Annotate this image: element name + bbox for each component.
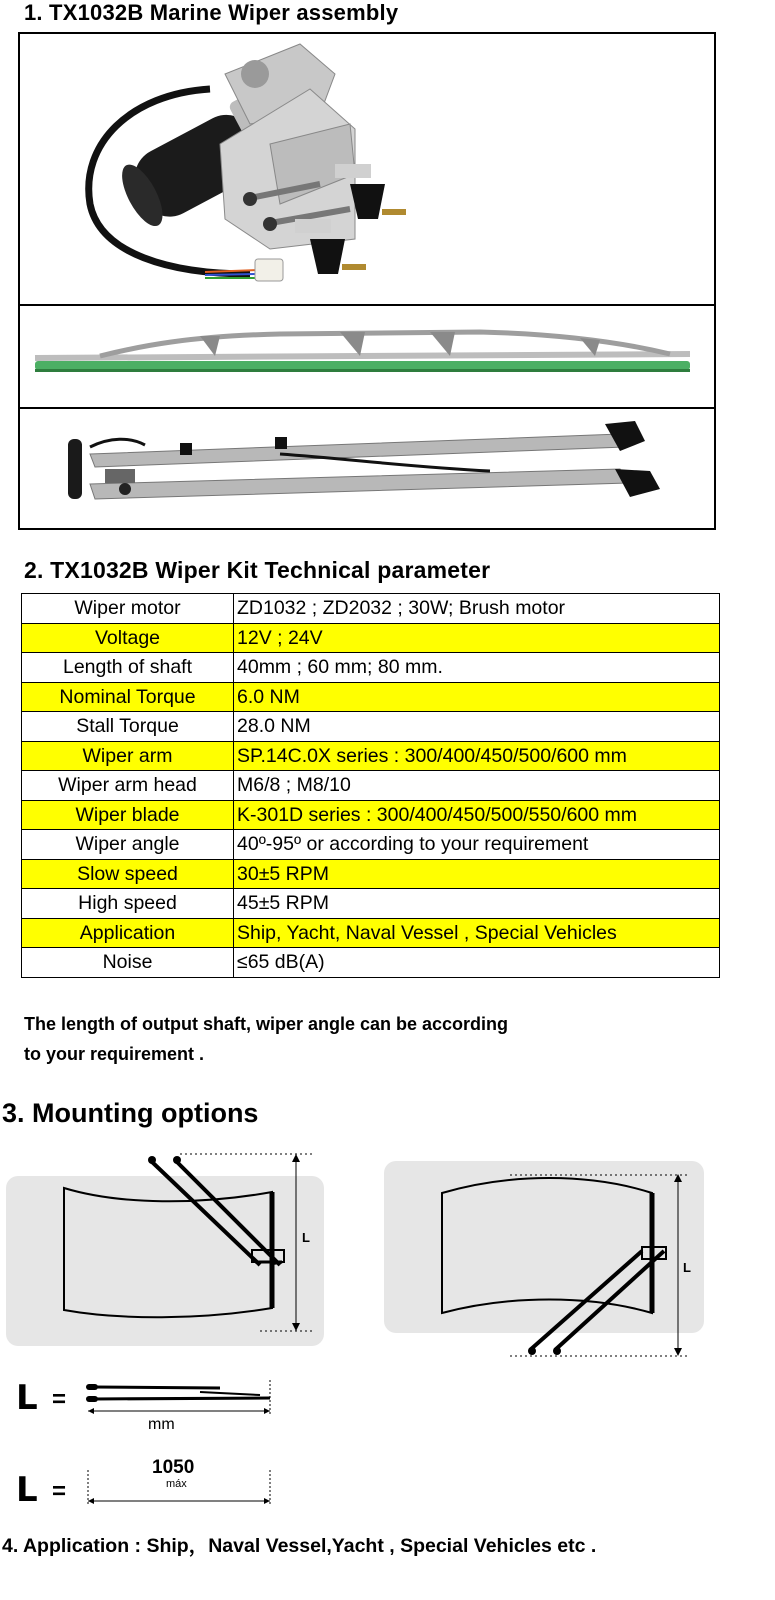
wiper-arm-length-icon bbox=[80, 1378, 280, 1418]
param-value: ≤65 dB(A) bbox=[234, 948, 720, 978]
section2-title: 2. TX1032B Wiper Kit Technical parameter bbox=[24, 557, 491, 583]
dim-label-left: L bbox=[302, 1230, 310, 1245]
param-label: Wiper angle bbox=[22, 830, 234, 860]
param-row bbox=[22, 741, 720, 771]
mount-diagram-left bbox=[0, 1150, 340, 1340]
param-value: SP.14C.0X series : 300/400/450/500/600 mm bbox=[234, 741, 720, 771]
note-line-1: The length of output shaft, wiper angle can be according bbox=[24, 1014, 509, 1034]
section4-title: 4. Application : Ship，Naval Vessel,Yacht , Special Vehicles etc . bbox=[2, 1535, 597, 1557]
param-value: Ship, Yacht, Naval Vessel , Special Vehicles bbox=[234, 918, 720, 948]
param-value: M6/8 ; M8/10 bbox=[234, 771, 720, 801]
param-value: 45±5 RPM bbox=[234, 889, 720, 919]
formula2-L: L bbox=[16, 1470, 38, 1510]
formula1-L: L bbox=[16, 1378, 38, 1418]
param-row bbox=[22, 889, 720, 919]
dim-label-right: L bbox=[683, 1260, 691, 1275]
param-label: Noise bbox=[22, 948, 234, 978]
formula2-equals: = bbox=[52, 1478, 67, 1505]
param-value: 40mm ; 60 mm; 80 mm. bbox=[234, 653, 720, 683]
param-label: Voltage bbox=[22, 623, 234, 653]
section1-title: 1. TX1032B Marine Wiper assembly bbox=[24, 0, 399, 25]
param-label: Wiper motor bbox=[22, 594, 234, 624]
param-row bbox=[22, 830, 720, 860]
param-label: Slow speed bbox=[22, 859, 234, 889]
param-label: Application bbox=[22, 918, 234, 948]
note-line-2: to your requirement . bbox=[24, 1044, 205, 1064]
param-value: 40º-95º or according to your requirement bbox=[234, 830, 720, 860]
arm-photo-panel bbox=[20, 407, 714, 528]
max-length-dimension-icon bbox=[82, 1468, 277, 1508]
param-value: K-301D series : 300/400/450/500/550/600 mm bbox=[234, 800, 720, 830]
param-label: High speed bbox=[22, 889, 234, 919]
param-label: Wiper arm bbox=[22, 741, 234, 771]
mount-diagram-right bbox=[380, 1165, 720, 1365]
param-value: 6.0 NM bbox=[234, 682, 720, 712]
formula1-equals: = bbox=[52, 1386, 67, 1413]
motor-photo-panel bbox=[20, 34, 714, 304]
param-row bbox=[22, 712, 720, 742]
param-value: 30±5 RPM bbox=[234, 859, 720, 889]
param-label: Length of shaft bbox=[22, 653, 234, 683]
param-row bbox=[22, 771, 720, 801]
param-label: Wiper arm head bbox=[22, 771, 234, 801]
param-value: 12V ; 24V bbox=[234, 623, 720, 653]
formula2-value: 1050 bbox=[152, 1457, 195, 1478]
param-row bbox=[22, 948, 720, 978]
wiper-arm-photo bbox=[20, 409, 714, 530]
param-value: 28.0 NM bbox=[234, 712, 720, 742]
technical-parameter-table bbox=[21, 593, 720, 978]
param-label: Stall Torque bbox=[22, 712, 234, 742]
section3-title: 3. Mounting options bbox=[2, 1098, 259, 1128]
wiper-blade-photo bbox=[20, 306, 714, 407]
param-row bbox=[22, 623, 720, 653]
formula1-unit: mm bbox=[148, 1416, 175, 1433]
param-row bbox=[22, 653, 720, 683]
product-photo-frame bbox=[18, 32, 716, 530]
param-row bbox=[22, 918, 720, 948]
blade-photo-panel bbox=[20, 304, 714, 407]
param-value: ZD1032 ; ZD2032 ; 30W; Brush motor bbox=[234, 594, 720, 624]
param-row bbox=[22, 594, 720, 624]
param-label: Nominal Torque bbox=[22, 682, 234, 712]
param-row bbox=[22, 800, 720, 830]
param-label: Wiper blade bbox=[22, 800, 234, 830]
param-row bbox=[22, 859, 720, 889]
formula2-sub: máx bbox=[166, 1478, 187, 1490]
param-row bbox=[22, 682, 720, 712]
wiper-motor-photo bbox=[20, 34, 714, 304]
